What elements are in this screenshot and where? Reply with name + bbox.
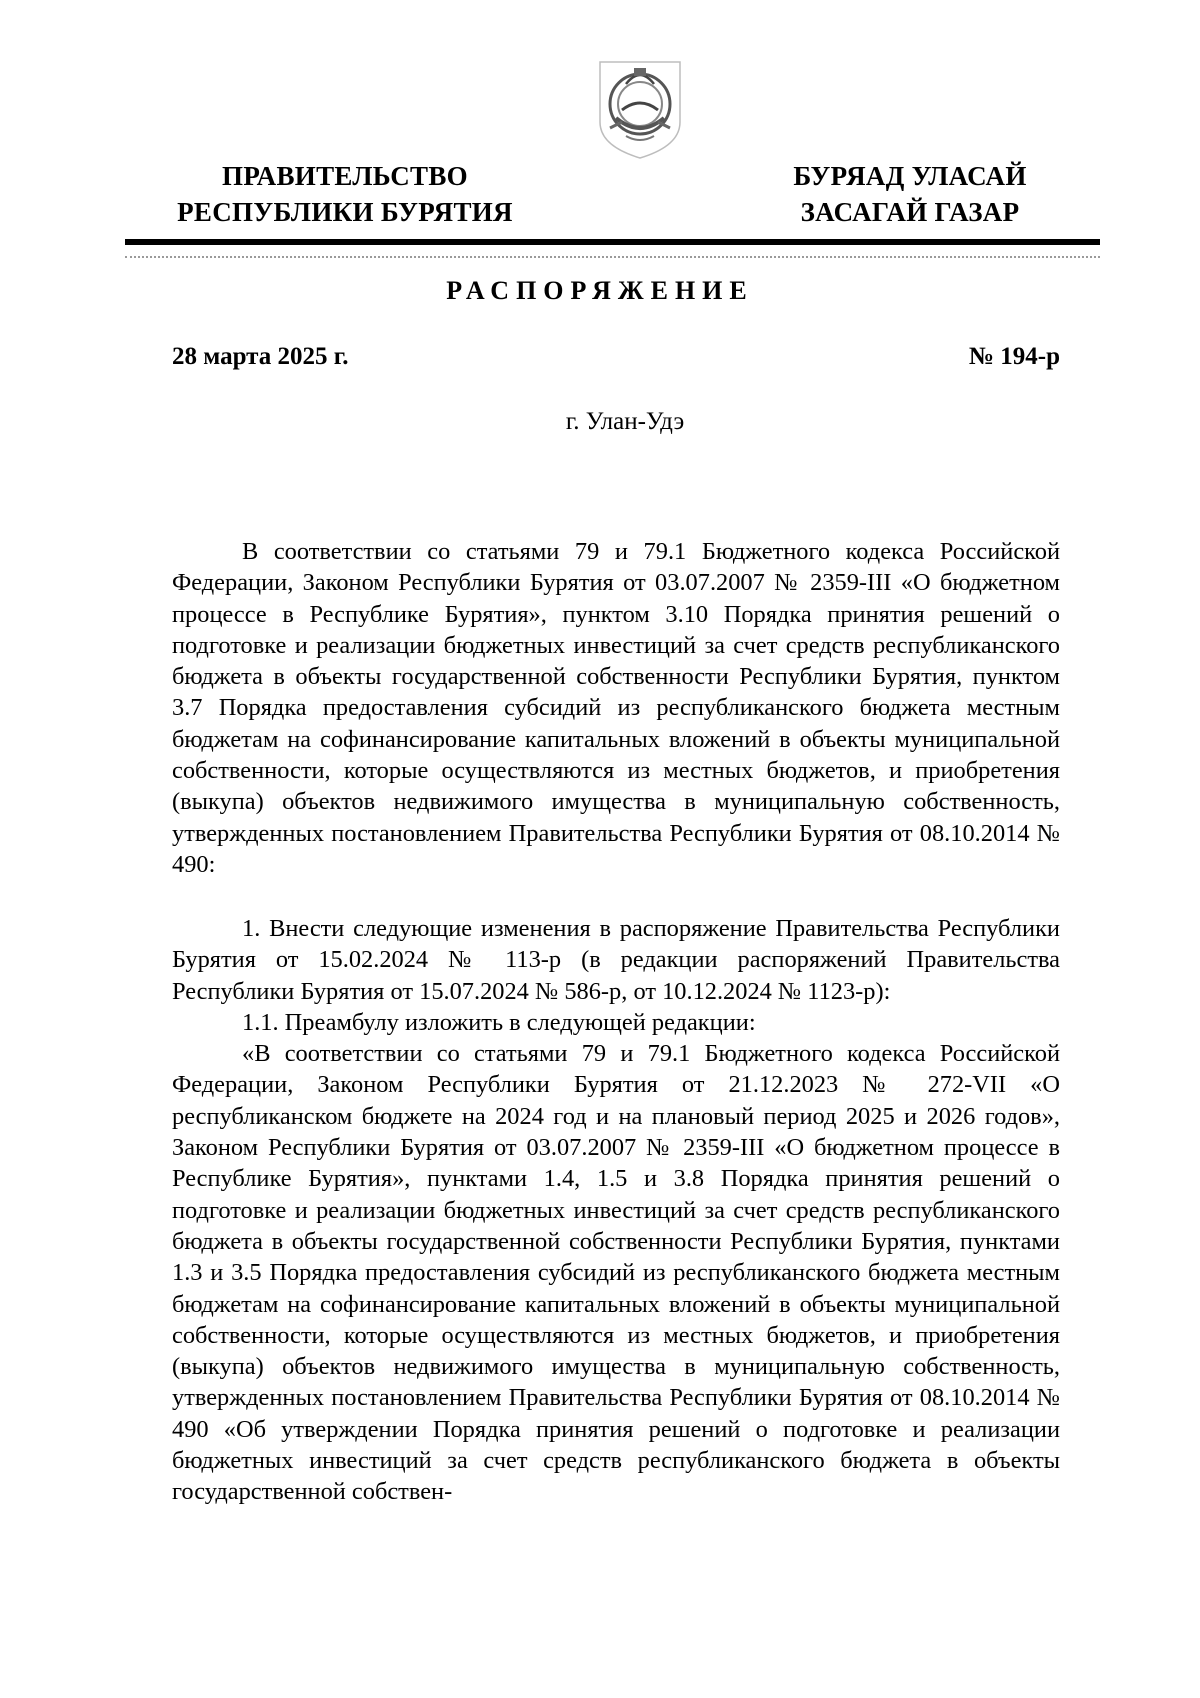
document-date: 28 марта 2025 г. (172, 343, 349, 370)
header-divider-thick (125, 239, 1100, 245)
quoted-preamble: «В соответствии со статьями 79 и 79.1 Бюджетного кодекса Российской Федерации, Законом Республики Бурятия от 21.12.2023 № 272-VII «О республиканском бюджете на 2024 год и на плановый период 2025 и 2026 годов», Законом Республики Бурятия от 03.07.2007 № 2359-III «О бюджетном процессе в Республике Бурятия», пунктами 1.4, 1.5 и 3.8 Порядка принятия решений о подготовке и реализации бюджетных инвестиций за счет средств республиканского бюджета в объекты государственной собственности Республики Бурятия, пунктами 1.3 и 3.5 Порядка предоставления субсидий из республиканского бюджета местным бюджетам на софинансирование капитальных вложений в объекты муниципальной собственности, которые осуществляются из местных бюджетов, и приобретения (выкупа) объектов недвижимого имущества в муниципальную собственность, утвержденных постановлением Правительства Республики Бурятия от 08.10.2014 № 490 «Об утверждении Порядка принятия решений о подготовке и реализации бюджетных инвестиций за счет средств республиканского бюджета в объекты государственной собствен- (172, 1040, 1060, 1506)
document-number: № 194-р (968, 343, 1060, 370)
order-item-1: 1. Внести следующие изменения в распоряжение Правительства Республики Бурятия от 15.02.2024 № 113-р (в редакции распоряжений Правительства Республики Бурятия от 15.07.2024 № 586-р, от 10.12.2024 № 1123-р): (172, 915, 1060, 1005)
organization-name-ru-line1: ПРАВИТЕЛЬСТВО (222, 161, 468, 191)
document-type: РАСПОРЯЖЕНИЕ (446, 276, 754, 305)
order-items (172, 913, 1060, 1508)
preamble-text: В соответствии со статьями 79 и 79.1 Бюджетного кодекса Российской Федерации, Законом Республики Бурятия от 03.07.2007 № 2359-III «О бюджетном процессе в Республике Бурятия», пунктом 3.10 Порядка принятия решений о подготовке и реализации бюджетных инвестиций за счет средств республиканского бюджета в объекты государственной собственности Республики Бурятия, пунктом 3.7 Порядка предоставления субсидий из республиканского бюджета местным бюджетам на софинансирование капитальных вложений в объекты муниципальной собственности, которые осуществляются из местных бюджетов, и приобретения (выкупа) объектов недвижимого имущества в муниципальную собственность, утвержденных постановлением Правительства Республики Бурятия от 08.10.2014 № 490: (172, 538, 1060, 878)
preamble-paragraph (172, 536, 1060, 880)
document-place: г. Улан-Удэ (565, 408, 685, 435)
organization-name-buryat (760, 158, 1060, 230)
header-divider-dotted (125, 256, 1100, 258)
organization-name-ru (150, 158, 540, 230)
organization-name-buryat-line1: БУРЯАД УЛАСАЙ (793, 161, 1027, 191)
coat-of-arms-icon (596, 58, 684, 162)
organization-name-ru-line2: РЕСПУБЛИКИ БУРЯТИЯ (177, 197, 513, 227)
organization-name-buryat-line2: ЗАСАГАЙ ГАЗАР (800, 197, 1020, 227)
order-item-1-1: 1.1. Преамбулу изложить в следующей редакции: (242, 1008, 756, 1036)
